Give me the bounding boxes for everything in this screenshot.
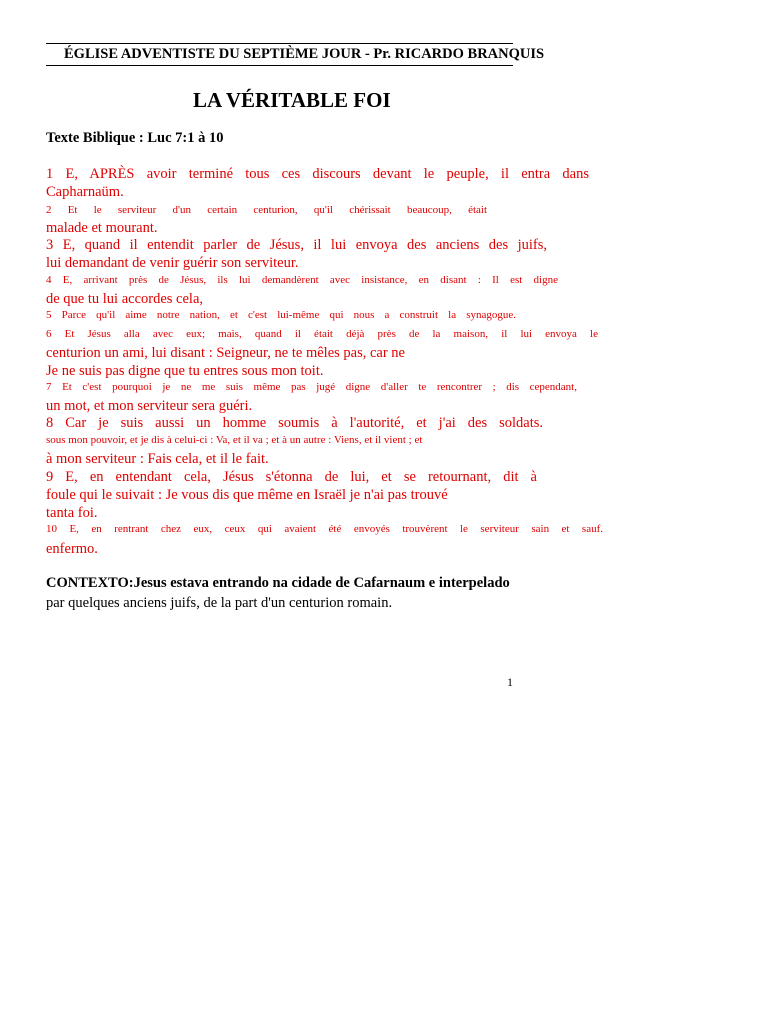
context-text-1: Jesus estava entrando na cidade de Cafarnaum e interpelado	[133, 575, 510, 591]
verse-line: enfermo.	[46, 541, 98, 557]
church-header: ÉGLISE ADVENTISTE DU SEPTIÈME JOUR - Pr. RICARDO BRANQUIS	[64, 46, 545, 62]
verse-line: 8 Car je suis aussi un homme soumis à l'autorité, et j'ai des soldats.	[46, 415, 543, 431]
top-rule	[46, 43, 513, 44]
verse-line: 1 E, APRÈS avoir terminé tous ces discours devant le peuple, il entra dans	[46, 166, 589, 182]
context-line-2: par quelques anciens juifs, de la part d'un centurion romain.	[46, 595, 393, 611]
bible-reference: Texte Biblique : Luc 7:1 à 10	[46, 130, 224, 146]
verse-line: sous mon pouvoir, et je dis à celui-ci : Va, et il va ; et à un autre : Viens, et il vient ; et	[46, 434, 423, 446]
page-title: LA VÉRITABLE FOI	[193, 88, 391, 112]
context-line-1	[46, 575, 510, 592]
verse-line: 10 E, en rentrant chez eux, ceux qui avaient été envoyés trouvèrent le serviteur sain et sauf.	[46, 523, 603, 535]
page-number: 1	[507, 675, 513, 689]
verse-line: à mon serviteur : Fais cela, et il le fait.	[46, 451, 269, 467]
verse-line: tanta foi.	[46, 505, 98, 521]
verse-line: 6 Et Jésus alla avec eux; mais, quand il était déjà près de la maison, il lui envoya le	[46, 328, 598, 340]
verse-line: malade et mourant.	[46, 220, 158, 236]
verse-line: 3 E, quand il entendit parler de Jésus, il lui envoya des anciens des juifs,	[46, 237, 547, 253]
verse-line: 2 Et le serviteur d'un certain centurion, qu'il chérissait beaucoup, était	[46, 204, 487, 216]
verse-line: Je ne suis pas digne que tu entres sous mon toit.	[46, 363, 324, 379]
context-label: CONTEXTO:	[46, 575, 134, 591]
verse-line: foule qui le suivait : Je vous dis que même en Israël je n'ai pas trouvé	[46, 487, 448, 503]
verse-line: 9 E, en entendant cela, Jésus s'étonna de lui, et se retournant, dit à	[46, 469, 537, 485]
header-underline	[46, 65, 513, 66]
verse-line: un mot, et mon serviteur sera guéri.	[46, 398, 253, 414]
verse-line: Capharnaüm.	[46, 184, 124, 200]
verse-line: 7 Et c'est pourquoi je ne me suis même pas jugé digne d'aller te rencontrer ; dis cependant,	[46, 381, 577, 393]
verse-line: 5 Parce qu'il aime notre nation, et c'est lui-même qui nous a construit la synagogue.	[46, 309, 516, 321]
verse-line: lui demandant de venir guérir son serviteur.	[46, 255, 299, 271]
verse-line: 4 E, arrivant près de Jésus, ils lui demandèrent avec insistance, en disant : Il est digne	[46, 274, 558, 286]
verse-line: de que tu lui accordes cela,	[46, 291, 204, 307]
verse-line: centurion un ami, lui disant : Seigneur, ne te mêles pas, car ne	[46, 345, 405, 361]
